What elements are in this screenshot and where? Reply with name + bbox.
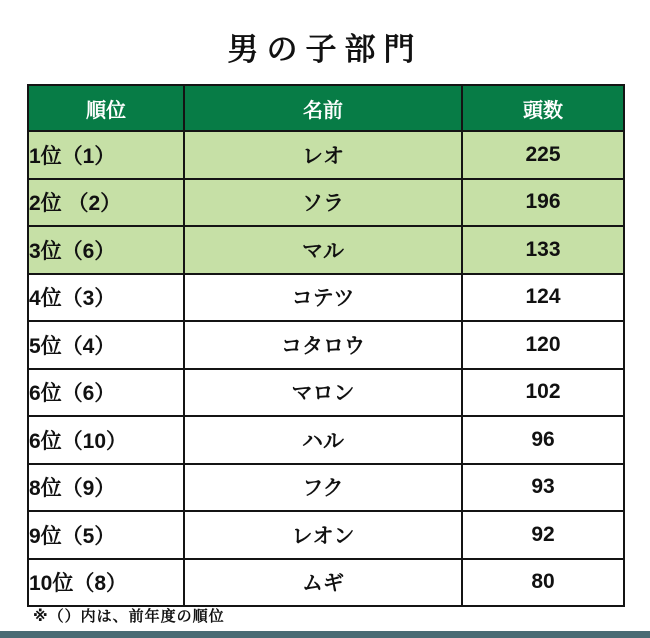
rank-cell: 2位 （2） xyxy=(28,179,184,227)
name-cell: ハル xyxy=(184,416,462,464)
name-cell: フク xyxy=(184,464,462,512)
rank-cell: 4位（3） xyxy=(28,274,184,322)
ranking-table xyxy=(27,84,625,607)
name-cell: ソラ xyxy=(184,179,462,227)
name-cell: コタロウ xyxy=(184,321,462,369)
name-cell: マル xyxy=(184,226,462,274)
name-cell: コテツ xyxy=(184,274,462,322)
name-cell: レオ xyxy=(184,131,462,179)
count-cell: 133 xyxy=(462,226,624,274)
count-cell: 196 xyxy=(462,179,624,227)
count-cell: 120 xyxy=(462,321,624,369)
count-cell: 92 xyxy=(462,511,624,559)
table-row xyxy=(28,559,624,607)
table-row xyxy=(28,131,624,179)
rank-cell: 6位（10） xyxy=(28,416,184,464)
table-row xyxy=(28,511,624,559)
bottom-accent-bar xyxy=(0,631,650,638)
count-cell: 93 xyxy=(462,464,624,512)
count-cell: 225 xyxy=(462,131,624,179)
rank-cell: 1位（1） xyxy=(28,131,184,179)
name-cell: マロン xyxy=(184,369,462,417)
rank-cell: 9位（5） xyxy=(28,511,184,559)
name-cell: ムギ xyxy=(184,559,462,607)
rank-cell: 5位（4） xyxy=(28,321,184,369)
count-cell: 96 xyxy=(462,416,624,464)
page-title: 男の子部門 xyxy=(227,32,423,67)
name-cell: レオン xyxy=(184,511,462,559)
table-row xyxy=(28,321,624,369)
rank-cell: 8位（9） xyxy=(28,464,184,512)
count-cell: 80 xyxy=(462,559,624,607)
column-header-name: 名前 xyxy=(184,85,462,131)
header-row xyxy=(28,85,624,131)
column-header-count: 頭数 xyxy=(462,85,624,131)
column-header-rank: 順位 xyxy=(28,85,184,131)
table-row xyxy=(28,369,624,417)
count-cell: 124 xyxy=(462,274,624,322)
table-row xyxy=(28,226,624,274)
table-row xyxy=(28,274,624,322)
count-cell: 102 xyxy=(462,369,624,417)
rank-cell: 6位（6） xyxy=(28,369,184,417)
footnote: ※（）内は、前年度の順位 xyxy=(33,608,225,625)
table-row xyxy=(28,179,624,227)
table-row xyxy=(28,416,624,464)
rank-cell: 3位（6） xyxy=(28,226,184,274)
table-row xyxy=(28,464,624,512)
rank-cell: 10位（8） xyxy=(28,559,184,607)
